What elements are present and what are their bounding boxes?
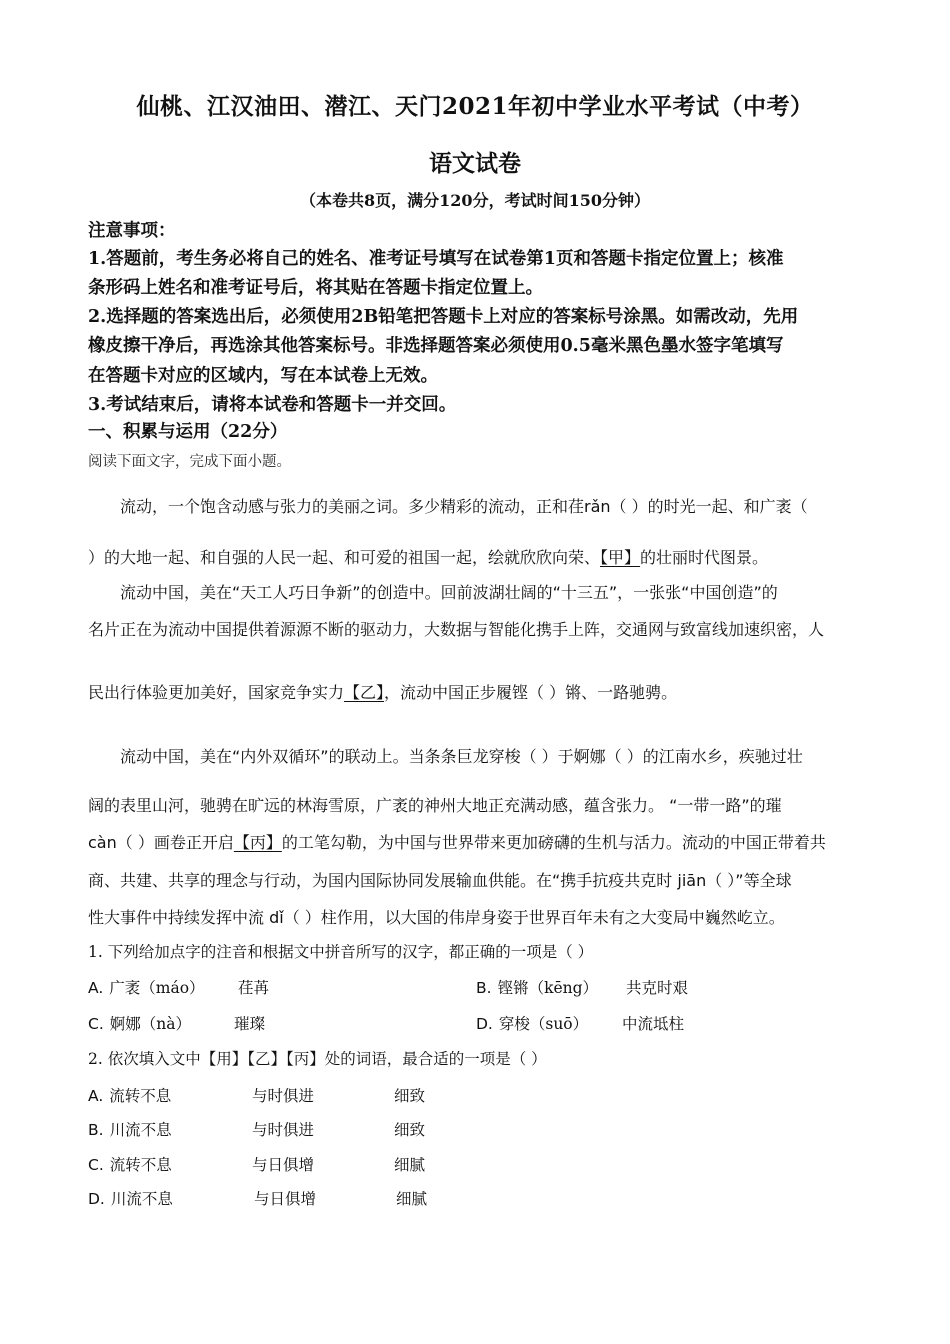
exam-meta: （本卷共8页，满分120分，考试时间150分钟） <box>300 191 650 210</box>
q2-option-c[interactable]: C. 流转不息 <box>88 1156 172 1174</box>
passage-line: 性大事件中持续发挥中流 dǐ（ ）柱作用，以大国的伟岸身姿于世界百年未有之大变局中巍然屹立。 <box>88 908 785 927</box>
q2-option-d-word2: 与日俱增 <box>254 1190 317 1208</box>
q2-option-d-word3: 细腻 <box>396 1190 428 1208</box>
passage-line: 流动中国，美在“天工人巧日争新”的创造中。回前波湖壮阔的“十三五”，一张张“中国创造”的 <box>120 583 778 602</box>
q2-option-b-word2: 与时俱进 <box>252 1121 315 1139</box>
notice-line: 橡皮擦干净后，再选涂其他答案标号。非选择题答案必须使用0.5毫米黑色墨水签字笔填写 <box>88 336 784 356</box>
passage-line: 民出行体验更加美好，国家竞争实力【乙】，流动中国正步履铿（ ）锵、一路驰骋。 <box>88 683 678 702</box>
q2-option-d[interactable]: D. 川流不息 <box>88 1190 173 1208</box>
q2-option-a-word2: 与时俱进 <box>252 1087 315 1105</box>
q2-option-a-word3: 细致 <box>394 1087 426 1105</box>
question-2-stem: 2. 依次填入文中【用】【乙】【丙】处的词语，最合适的一项是（ ） <box>88 1050 547 1068</box>
notice-line: 2.选择题的答案选出后，必须使用2B铅笔把答题卡上对应的答案标号涂黑。如需改动，先用 <box>88 307 799 327</box>
q1-option-d-word: 中流坻柱 <box>622 1015 685 1033</box>
blank-jia: 【甲】 <box>600 548 641 567</box>
q1-option-c-word: 璀璨 <box>234 1015 266 1033</box>
blank-yi: 【乙】 <box>344 683 385 702</box>
q2-option-a[interactable]: A. 流转不息 <box>88 1087 172 1105</box>
section-intro: 阅读下面文字，完成下面小题。 <box>88 454 291 470</box>
passage-line: 商、共建、共享的理念与行动，为国内国际协同发展输血供能。在“携手抗疫共克时 jiān（ ）”等全球 <box>88 871 792 890</box>
passage-line: 流动中国，美在“内外双循环”的联动上。当条条巨龙穿梭（ ）于婀娜（ ）的江南水乡，疾驰过壮 <box>120 747 803 766</box>
q1-option-a[interactable]: A. 广袤（máo） <box>88 979 205 997</box>
passage-line: càn（ ）画卷正开启【丙】的工笔勾勒，为中国与世界带来更加磅礴的生机与活力。流动的中国正带着共 <box>88 833 826 852</box>
passage-line: ）的大地一起、和自强的人民一起、和可爱的祖国一起，绘就欣欣向荣、【甲】的壮丽时代图景。 <box>88 548 769 567</box>
q2-option-b-word3: 细致 <box>394 1121 426 1139</box>
notice-line: 在答题卡对应的区域内，写在本试卷上无效。 <box>88 366 438 386</box>
q1-option-c[interactable]: C. 婀娜（nà） <box>88 1015 191 1033</box>
exam-title: 仙桃、江汉油田、潜江、天门2021年初中学业水平考试（中考） <box>136 93 814 120</box>
notice-line: 1.答题前，考生务必将自己的姓名、准考证号填写在试卷第1页和答题卡指定位置上；核准 <box>88 249 784 269</box>
question-1-stem: 1. 下列给加点字的注音和根据文中拼音所写的汉字，都正确的一项是（ ） <box>88 943 594 961</box>
q2-option-b[interactable]: B. 川流不息 <box>88 1121 172 1139</box>
section-heading: 一、积累与运用（22分） <box>88 422 288 442</box>
passage-line: 名片正在为流动中国提供着源源不断的驱动力，大数据与智能化携手上阵，交通网与致富线加速织密，人 <box>88 620 825 639</box>
passage-line: 阔的表里山河，驰骋在旷远的林海雪原，广袤的神州大地正充满动感，蕴含张力。 “一带一路”的璀 <box>88 796 782 815</box>
notice-line: 3.考试结束后，请将本试卷和答题卡一并交回。 <box>88 395 457 415</box>
q1-option-b[interactable]: B. 铿锵（kēng） <box>476 979 599 997</box>
q1-option-a-word: 荏苒 <box>238 979 270 997</box>
blank-bing: 【丙】 <box>233 833 282 852</box>
q2-option-c-word3: 细腻 <box>394 1156 426 1174</box>
passage-line: 流动，一个饱含动感与张力的美丽之词。多少精彩的流动，正和荏rǎn（ ）的时光一起、和广袤（ <box>120 497 808 516</box>
notice-heading: 注意事项： <box>88 221 176 241</box>
q1-option-d[interactable]: D. 穿梭（suō） <box>476 1015 589 1033</box>
q1-option-b-word: 共克时艰 <box>626 979 689 997</box>
exam-subject: 语文试卷 <box>429 150 521 177</box>
q2-option-c-word2: 与日俱增 <box>252 1156 315 1174</box>
notice-line: 条形码上姓名和准考证号后，将其贴在答题卡指定位置上。 <box>88 278 543 298</box>
